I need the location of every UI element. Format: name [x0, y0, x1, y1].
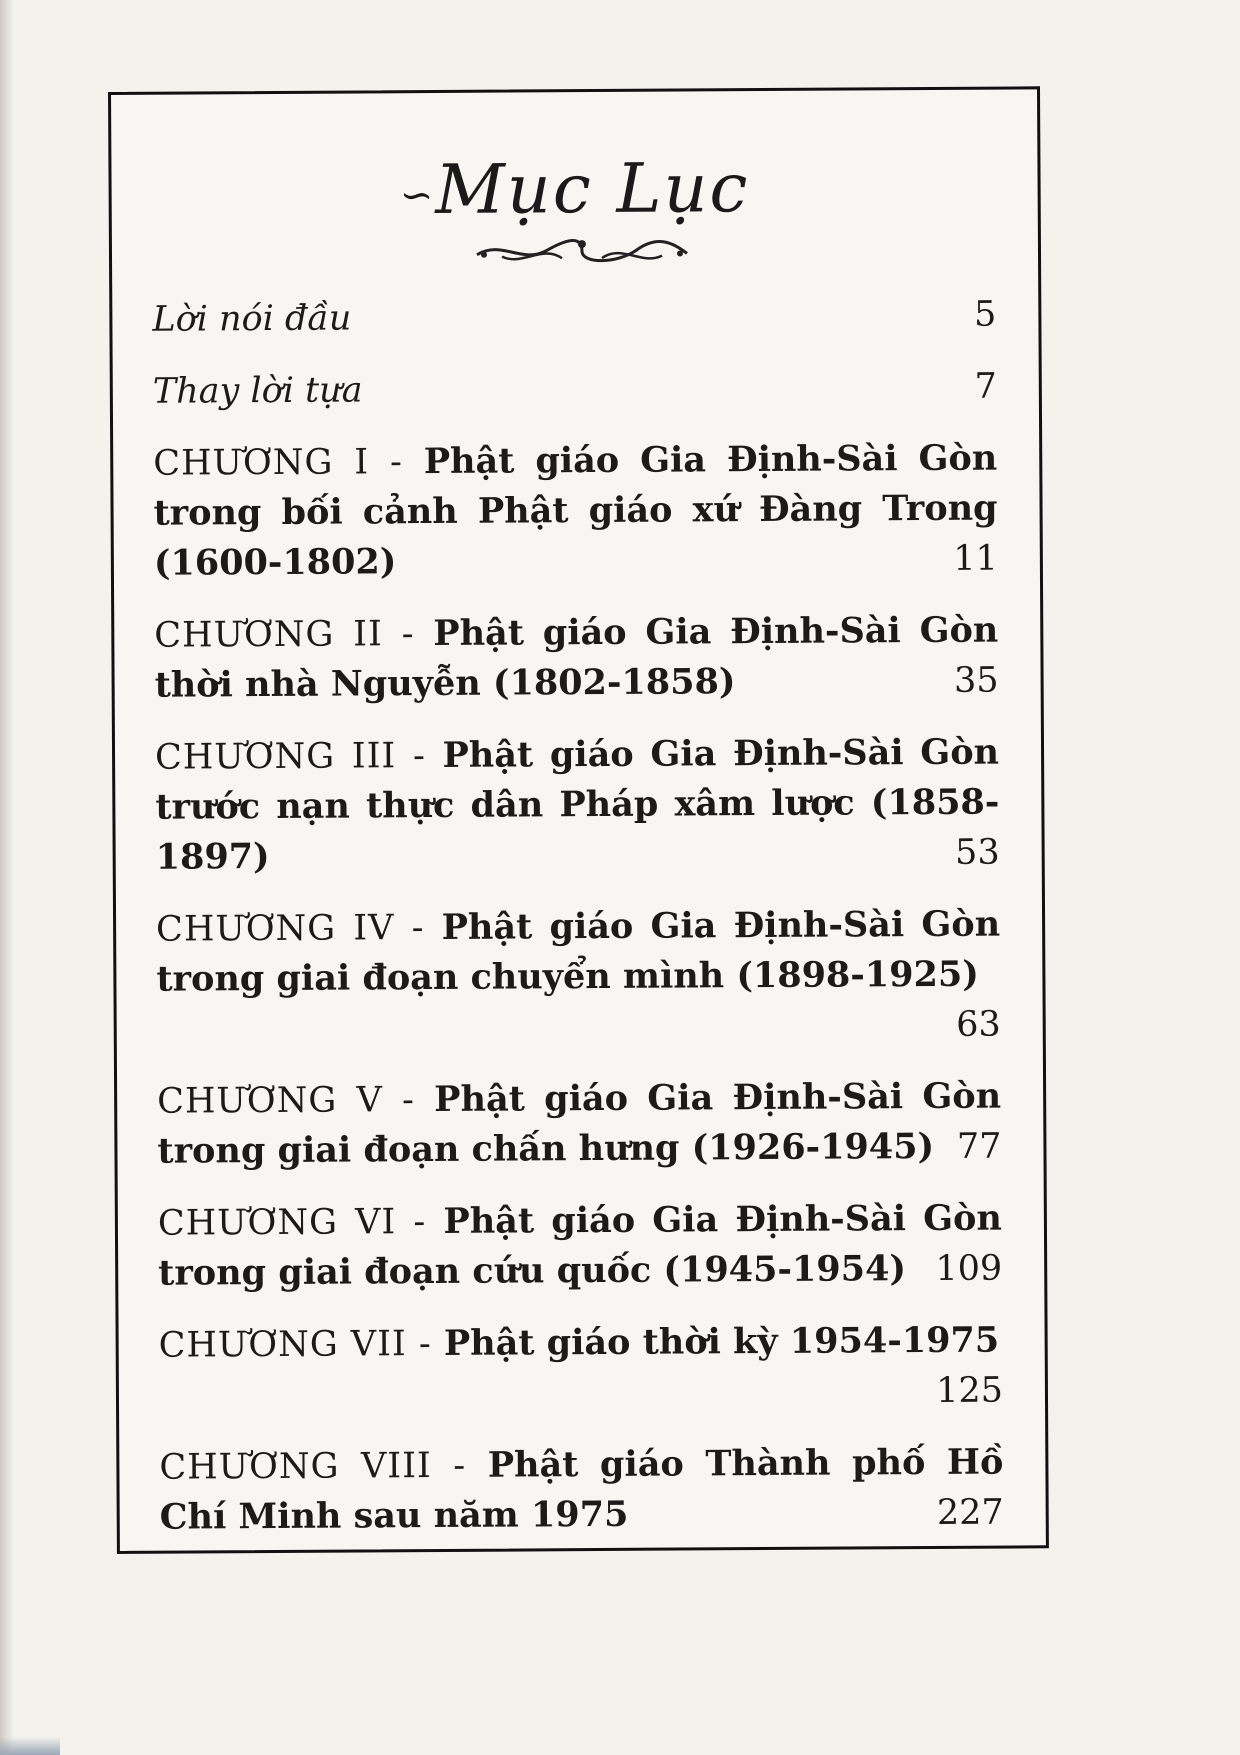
entry-page: 125: [936, 1370, 1004, 1411]
toc-entry: [159, 1316, 1004, 1421]
entry-page: 109: [935, 1248, 1003, 1289]
toc-entry: [155, 728, 1000, 883]
entry-title: Phật giáo Gia Định-Sài Gòn trước nạn thực dân Pháp xâm lược (1858-1897): [155, 731, 1000, 878]
entry-page: 7: [974, 366, 997, 407]
entry-title: Phật giáo Gia Định-Sài Gòn thời nhà Nguyễn (1802-1858): [154, 609, 999, 706]
toc-frame: [108, 86, 1049, 1554]
entry-title: Thay lời tựa: [152, 370, 363, 412]
entry-title: Phật giáo Gia Định-Sài Gòn trong giai đoạn chuyển mình (1898-1925): [156, 903, 1001, 1000]
entry-page: 63: [956, 1004, 1001, 1045]
entry-title: Phật giáo Gia Định-Sài Gòn trong giai đoạn chấn hưng (1926-1945): [157, 1075, 1002, 1172]
entry-title: Lời nói đầu: [152, 298, 352, 340]
entry-chapter: CHƯƠNG VII -: [158, 1323, 444, 1366]
entry-chapter: CHƯƠNG V -: [157, 1080, 435, 1122]
toc-entry: [152, 290, 996, 345]
entry-page: 53: [954, 832, 1000, 873]
entry-page: 77: [956, 1126, 1002, 1167]
entry-page: 11: [953, 538, 998, 579]
toc-entry: [157, 1072, 1002, 1177]
entry-title: Phật giáo Gia Định-Sài Gòn trong giai đoạn cứu quốc (1945-1954): [158, 1197, 1003, 1294]
toc-entry: [153, 434, 998, 589]
table-of-contents: [152, 290, 1004, 1565]
toc-entry: [158, 1194, 1003, 1299]
entry-chapter: CHƯƠNG III -: [154, 735, 443, 778]
entry-chapter: CHƯƠNG VI -: [157, 1201, 444, 1244]
toc-entry: [154, 606, 999, 711]
entry-page: 35: [953, 660, 999, 701]
entry-page: 227: [936, 1492, 1004, 1533]
toc-entry: [153, 362, 997, 417]
ornament-divider-icon: [472, 233, 692, 268]
title-text: Mục Lục: [435, 149, 750, 231]
entry-title: Phật giáo Thành phố Hồ Chí Minh sau năm 1975: [159, 1441, 1004, 1538]
entry-title: Phật giáo Gia Định-Sài Gòn trong bối cảnh Phật giáo xứ Đàng Trong (1600-1802): [153, 437, 998, 584]
page-title: [111, 147, 1037, 232]
toc-entry: [156, 900, 1001, 1055]
entry-chapter: CHƯƠNG VIII -: [159, 1445, 488, 1488]
page-edge-shadow: [0, 0, 14, 1755]
entry-title: Phật giáo thời kỳ 1954-1975: [443, 1319, 1000, 1364]
entry-chapter: CHƯƠNG I -: [153, 442, 424, 484]
entry-chapter: CHƯƠNG IV -: [155, 907, 442, 950]
entry-chapter: CHƯƠNG II -: [154, 614, 434, 656]
page-corner-shadow: [0, 1737, 60, 1755]
toc-entry: [159, 1438, 1004, 1543]
entry-page: 5: [973, 294, 997, 335]
swash-left-icon: ∽: [399, 172, 436, 219]
